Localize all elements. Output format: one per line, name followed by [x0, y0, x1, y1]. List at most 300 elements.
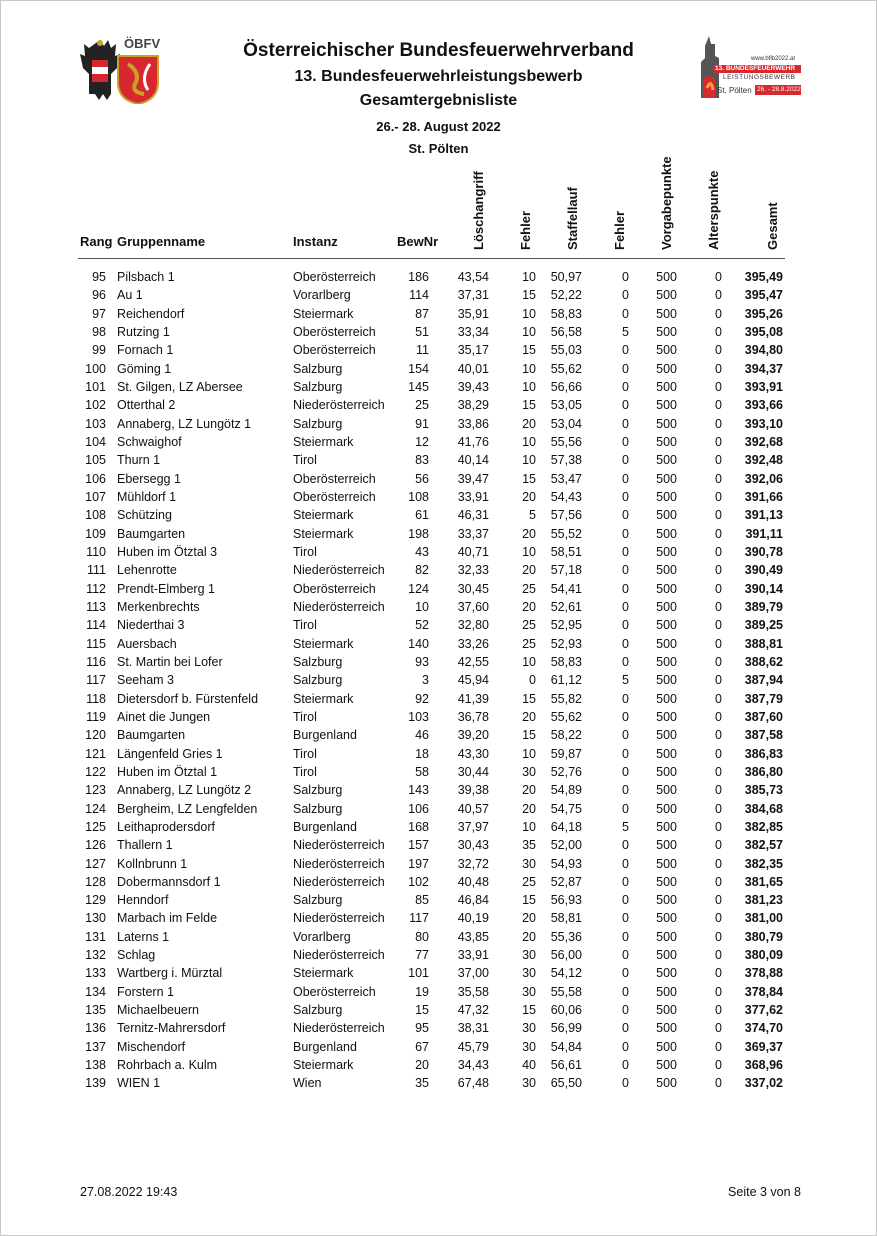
cell-gruppenname: Leithaprodersdorf [117, 819, 215, 834]
cell-fehler-2: 0 [622, 544, 629, 559]
cell-gruppenname: Mischendorf [117, 1039, 186, 1054]
table-row [0, 891, 877, 909]
cell-gesamt: 382,35 [744, 856, 783, 871]
cell-loeschangriff: 33,91 [457, 489, 489, 504]
col-header-gesamt: Gesamt [765, 202, 780, 250]
cell-loeschangriff: 32,80 [457, 618, 489, 633]
cell-staffellauf: 65,50 [550, 1076, 582, 1091]
cell-staffellauf: 64,18 [550, 819, 582, 834]
cell-instanz: Niederösterreich [293, 856, 385, 871]
cell-fehler-2: 0 [622, 1058, 629, 1073]
cell-fehler-1: 30 [522, 1039, 536, 1054]
table-row [0, 470, 877, 488]
cell-fehler-1: 5 [529, 508, 536, 523]
cell-gesamt: 382,85 [744, 819, 783, 834]
cell-loeschangriff: 43,85 [457, 929, 489, 944]
cell-gruppenname: Längenfeld Gries 1 [117, 746, 223, 761]
cell-staffellauf: 50,97 [550, 270, 582, 284]
cell-rang: 135 [85, 1003, 106, 1018]
cell-fehler-2: 5 [622, 819, 629, 834]
cell-fehler-1: 15 [522, 398, 536, 413]
cell-staffellauf: 56,58 [550, 324, 582, 339]
cell-staffellauf: 54,41 [550, 581, 582, 596]
cell-alterspunkte: 0 [715, 728, 722, 743]
cell-instanz: Steiermark [293, 434, 354, 449]
table-row [0, 525, 877, 543]
cell-vorgabepunkte: 500 [656, 673, 677, 688]
cell-loeschangriff: 40,71 [457, 544, 489, 559]
cell-loeschangriff: 35,91 [457, 306, 489, 321]
cell-rang: 102 [85, 398, 106, 413]
cell-instanz: Vorarlberg [293, 288, 351, 303]
cell-gruppenname: Wartberg i. Mürztal [117, 966, 223, 981]
cell-rang: 116 [86, 654, 106, 669]
cell-fehler-1: 15 [522, 288, 536, 303]
cell-bewnr: 124 [408, 581, 429, 596]
cell-gruppenname: Seeham 3 [117, 673, 174, 688]
cell-loeschangriff: 38,29 [457, 398, 489, 413]
cell-fehler-1: 25 [522, 581, 536, 596]
cell-rang: 128 [85, 874, 106, 889]
cell-loeschangriff: 39,38 [457, 783, 489, 798]
cell-gruppenname: St. Gilgen, LZ Abersee [117, 379, 243, 394]
cell-instanz: Niederösterreich [293, 1021, 385, 1036]
cell-bewnr: 114 [409, 288, 429, 303]
cell-vorgabepunkte: 500 [656, 893, 677, 908]
cell-bewnr: 46 [415, 728, 429, 743]
cell-gesamt: 395,08 [744, 324, 783, 339]
cell-loeschangriff: 47,32 [457, 1003, 489, 1018]
cell-fehler-2: 0 [622, 270, 629, 284]
col-header-loeschangriff: Löschangriff [471, 171, 486, 250]
cell-staffellauf: 57,18 [550, 563, 582, 578]
cell-gesamt: 391,13 [744, 508, 783, 523]
cell-fehler-2: 0 [622, 471, 629, 486]
cell-rang: 97 [92, 306, 106, 321]
cell-gesamt: 380,79 [744, 929, 783, 944]
cell-alterspunkte: 0 [715, 270, 722, 284]
table-row [0, 616, 877, 634]
event-logo-dates: 26. - 28.8.2022 [757, 86, 801, 93]
cell-fehler-1: 10 [522, 654, 536, 669]
cell-gesamt: 369,37 [744, 1039, 783, 1054]
cell-gesamt: 392,06 [744, 471, 783, 486]
cell-gesamt: 395,47 [744, 288, 783, 303]
cell-instanz: Steiermark [293, 636, 354, 651]
cell-instanz: Niederösterreich [293, 599, 385, 614]
cell-vorgabepunkte: 500 [656, 911, 677, 926]
cell-vorgabepunkte: 500 [656, 948, 677, 963]
cell-loeschangriff: 39,20 [457, 728, 489, 743]
table-row [0, 726, 877, 744]
cell-gesamt: 392,68 [744, 434, 783, 449]
cell-staffellauf: 57,38 [550, 453, 582, 468]
cell-alterspunkte: 0 [715, 636, 722, 651]
cell-gesamt: 374,70 [744, 1021, 783, 1036]
cell-alterspunkte: 0 [715, 618, 722, 633]
cell-staffellauf: 52,76 [550, 764, 582, 779]
cell-fehler-1: 25 [522, 874, 536, 889]
cell-fehler-2: 0 [622, 691, 629, 706]
cell-fehler-1: 35 [522, 838, 536, 853]
cell-vorgabepunkte: 500 [656, 838, 677, 853]
cell-loeschangriff: 38,31 [457, 1021, 489, 1036]
cell-instanz: Oberösterreich [293, 489, 376, 504]
cell-alterspunkte: 0 [715, 911, 722, 926]
cell-fehler-2: 0 [622, 911, 629, 926]
cell-alterspunkte: 0 [715, 948, 722, 963]
cell-vorgabepunkte: 500 [656, 1039, 677, 1054]
cell-alterspunkte: 0 [715, 416, 722, 431]
cell-loeschangriff: 33,91 [457, 948, 489, 963]
cell-loeschangriff: 67,48 [457, 1076, 489, 1091]
cell-staffellauf: 55,62 [550, 709, 582, 724]
cell-gruppenname: Pilsbach 1 [117, 270, 175, 284]
cell-gruppenname: Schwaighof [117, 434, 182, 449]
cell-bewnr: 106 [408, 801, 429, 816]
col-header-fehler-1: Fehler [518, 210, 533, 250]
cell-bewnr: 91 [415, 416, 429, 431]
cell-loeschangriff: 35,17 [457, 343, 489, 358]
cell-rang: 125 [85, 819, 106, 834]
table-row [0, 1001, 877, 1019]
cell-alterspunkte: 0 [715, 801, 722, 816]
cell-fehler-2: 0 [622, 361, 629, 376]
cell-fehler-2: 0 [622, 856, 629, 871]
cell-alterspunkte: 0 [715, 563, 722, 578]
cell-gesamt: 388,81 [744, 636, 783, 651]
cell-gruppenname: Lehenrotte [117, 563, 177, 578]
cell-loeschangriff: 33,26 [457, 636, 489, 651]
cell-rang: 120 [85, 728, 106, 743]
cell-fehler-1: 20 [522, 709, 536, 724]
event-logo-url: www.bflb2022.at [751, 56, 796, 62]
cell-fehler-2: 0 [622, 416, 629, 431]
cell-bewnr: 154 [408, 361, 429, 376]
cell-instanz: Oberösterreich [293, 984, 376, 999]
cell-rang: 130 [85, 911, 106, 926]
cell-bewnr: 197 [408, 856, 429, 871]
cell-instanz: Niederösterreich [293, 563, 385, 578]
cell-vorgabepunkte: 500 [656, 966, 677, 981]
cell-rang: 129 [85, 893, 106, 908]
cell-fehler-2: 0 [622, 1003, 629, 1018]
cell-vorgabepunkte: 500 [656, 764, 677, 779]
cell-fehler-2: 0 [622, 343, 629, 358]
cell-vorgabepunkte: 500 [656, 801, 677, 816]
cell-alterspunkte: 0 [715, 306, 722, 321]
header-divider [78, 258, 785, 259]
cell-staffellauf: 56,61 [550, 1058, 582, 1073]
cell-fehler-2: 0 [622, 801, 629, 816]
table-row [0, 378, 877, 396]
cell-vorgabepunkte: 500 [656, 398, 677, 413]
cell-fehler-2: 0 [622, 948, 629, 963]
cell-fehler-2: 0 [622, 746, 629, 761]
cell-bewnr: 35 [415, 1076, 429, 1091]
cell-fehler-1: 15 [522, 471, 536, 486]
cell-bewnr: 67 [415, 1039, 429, 1054]
cell-gruppenname: Baumgarten [117, 728, 186, 743]
cell-gruppenname: Merkenbrechts [117, 599, 200, 614]
event-dates: 26.- 28. August 2022 [376, 119, 501, 134]
cell-alterspunkte: 0 [715, 746, 722, 761]
cell-vorgabepunkte: 500 [656, 270, 677, 284]
cell-instanz: Niederösterreich [293, 838, 385, 853]
cell-fehler-1: 15 [522, 1003, 536, 1018]
table-row [0, 763, 877, 781]
cell-vorgabepunkte: 500 [656, 563, 677, 578]
cell-rang: 115 [86, 636, 106, 651]
table-row [0, 543, 877, 561]
cell-gruppenname: WIEN 1 [117, 1076, 161, 1091]
cell-staffellauf: 58,51 [550, 544, 582, 559]
cell-alterspunkte: 0 [715, 764, 722, 779]
cell-rang: 117 [86, 673, 106, 688]
cell-fehler-1: 20 [522, 929, 536, 944]
cell-bewnr: 18 [415, 746, 429, 761]
cell-fehler-1: 15 [522, 728, 536, 743]
cell-fehler-1: 20 [522, 563, 536, 578]
cell-fehler-1: 0 [529, 673, 536, 688]
table-row [0, 598, 877, 616]
cell-gruppenname: Schlag [117, 948, 156, 963]
cell-instanz: Salzburg [293, 654, 343, 669]
cell-gruppenname: Fornach 1 [117, 343, 174, 358]
cell-bewnr: 3 [422, 673, 429, 688]
cell-alterspunkte: 0 [715, 361, 722, 376]
cell-instanz: Salzburg [293, 1003, 343, 1018]
cell-vorgabepunkte: 500 [656, 709, 677, 724]
cell-rang: 124 [85, 801, 106, 816]
cell-fehler-2: 0 [622, 581, 629, 596]
cell-staffellauf: 52,00 [550, 838, 582, 853]
cell-alterspunkte: 0 [715, 508, 722, 523]
cell-fehler-1: 20 [522, 526, 536, 541]
cell-alterspunkte: 0 [715, 1003, 722, 1018]
cell-gruppenname: Rohrbach a. Kulm [117, 1058, 218, 1073]
cell-alterspunkte: 0 [715, 819, 722, 834]
cell-fehler-1: 10 [522, 379, 536, 394]
cell-fehler-2: 0 [622, 306, 629, 321]
cell-rang: 138 [85, 1058, 106, 1073]
cell-staffellauf: 55,56 [550, 434, 582, 449]
cell-gesamt: 393,66 [744, 398, 783, 413]
cell-alterspunkte: 0 [715, 324, 722, 339]
cell-rang: 99 [92, 343, 106, 358]
cell-bewnr: 25 [415, 398, 429, 413]
cell-instanz: Tirol [293, 709, 317, 724]
cell-instanz: Oberösterreich [293, 324, 376, 339]
table-row [0, 1019, 877, 1037]
cell-gesamt: 387,79 [744, 691, 783, 706]
table-row [0, 873, 877, 891]
cell-instanz: Tirol [293, 544, 317, 559]
cell-staffellauf: 53,04 [550, 416, 582, 431]
results-table [0, 268, 877, 1093]
cell-instanz: Tirol [293, 618, 317, 633]
table-row [0, 983, 877, 1001]
cell-gesamt: 389,79 [744, 599, 783, 614]
cell-vorgabepunkte: 500 [656, 581, 677, 596]
cell-rang: 110 [86, 544, 106, 559]
cell-gesamt: 392,48 [744, 453, 783, 468]
cell-vorgabepunkte: 500 [656, 324, 677, 339]
table-row [0, 690, 877, 708]
cell-bewnr: 103 [408, 709, 429, 724]
cell-fehler-2: 0 [622, 398, 629, 413]
cell-staffellauf: 54,93 [550, 856, 582, 871]
cell-vorgabepunkte: 500 [656, 1058, 677, 1073]
page-number: Seite 3 von 8 [728, 1185, 801, 1199]
cell-gruppenname: Mühldorf 1 [117, 489, 177, 504]
cell-fehler-1: 20 [522, 911, 536, 926]
cell-alterspunkte: 0 [715, 893, 722, 908]
cell-vorgabepunkte: 500 [656, 984, 677, 999]
cell-staffellauf: 52,22 [550, 288, 582, 303]
cell-instanz: Niederösterreich [293, 911, 385, 926]
cell-vorgabepunkte: 500 [656, 434, 677, 449]
cell-bewnr: 85 [415, 893, 429, 908]
cell-alterspunkte: 0 [715, 966, 722, 981]
table-row [0, 653, 877, 671]
cell-alterspunkte: 0 [715, 379, 722, 394]
cell-loeschangriff: 30,45 [457, 581, 489, 596]
cell-fehler-2: 0 [622, 709, 629, 724]
table-row [0, 818, 877, 836]
cell-loeschangriff: 40,48 [457, 874, 489, 889]
cell-instanz: Oberösterreich [293, 471, 376, 486]
cell-staffellauf: 53,05 [550, 398, 582, 413]
cell-alterspunkte: 0 [715, 654, 722, 669]
cell-fehler-2: 0 [622, 563, 629, 578]
cell-loeschangriff: 32,33 [457, 563, 489, 578]
cell-gesamt: 387,58 [744, 728, 783, 743]
cell-alterspunkte: 0 [715, 856, 722, 871]
cell-fehler-2: 0 [622, 599, 629, 614]
cell-fehler-1: 30 [522, 856, 536, 871]
cell-staffellauf: 56,00 [550, 948, 582, 963]
cell-fehler-1: 15 [522, 691, 536, 706]
cell-vorgabepunkte: 500 [656, 929, 677, 944]
cell-gruppenname: Niederthai 3 [117, 618, 185, 633]
table-row [0, 635, 877, 653]
table-row [0, 781, 877, 799]
cell-gruppenname: Annaberg, LZ Lungötz 1 [117, 416, 252, 431]
cell-gruppenname: Annaberg, LZ Lungötz 2 [117, 783, 252, 798]
cell-fehler-2: 0 [622, 1021, 629, 1036]
cell-bewnr: 51 [415, 324, 429, 339]
cell-staffellauf: 61,12 [550, 673, 582, 688]
cell-gruppenname: Prendt-Elmberg 1 [117, 581, 215, 596]
cell-instanz: Oberösterreich [293, 343, 376, 358]
cell-bewnr: 77 [415, 948, 429, 963]
cell-loeschangriff: 33,37 [457, 526, 489, 541]
cell-instanz: Niederösterreich [293, 874, 385, 889]
table-row [0, 268, 877, 286]
cell-rang: 100 [85, 361, 106, 376]
cell-gesamt: 378,88 [744, 966, 783, 981]
cell-bewnr: 43 [415, 544, 429, 559]
cell-bewnr: 83 [415, 453, 429, 468]
cell-gesamt: 384,68 [744, 801, 783, 816]
cell-gruppenname: Huben im Ötztal 3 [117, 544, 218, 559]
cell-instanz: Salzburg [293, 379, 343, 394]
cell-loeschangriff: 42,55 [457, 654, 489, 669]
cell-fehler-2: 0 [622, 1076, 629, 1091]
cell-rang: 113 [86, 599, 106, 614]
cell-gruppenname: Bergheim, LZ Lengfelden [117, 801, 258, 816]
cell-alterspunkte: 0 [715, 581, 722, 596]
cell-fehler-2: 0 [622, 929, 629, 944]
cell-gesamt: 386,80 [744, 764, 783, 779]
cell-gesamt: 385,73 [744, 783, 783, 798]
cell-instanz: Salzburg [293, 893, 343, 908]
cell-alterspunkte: 0 [715, 1076, 722, 1091]
cell-fehler-1: 10 [522, 434, 536, 449]
cell-gesamt: 389,25 [744, 618, 783, 633]
cell-vorgabepunkte: 500 [656, 306, 677, 321]
cell-fehler-2: 0 [622, 489, 629, 504]
cell-rang: 112 [86, 581, 106, 596]
cell-loeschangriff: 41,39 [457, 691, 489, 706]
cell-fehler-2: 0 [622, 654, 629, 669]
table-row [0, 800, 877, 818]
cell-loeschangriff: 46,31 [457, 508, 489, 523]
table-row [0, 305, 877, 323]
cell-loeschangriff: 30,44 [457, 764, 489, 779]
cell-fehler-1: 30 [522, 1076, 536, 1091]
cell-vorgabepunkte: 500 [656, 379, 677, 394]
cell-rang: 101 [85, 379, 106, 394]
cell-instanz: Oberösterreich [293, 270, 376, 284]
cell-staffellauf: 53,47 [550, 471, 582, 486]
cell-gesamt: 390,49 [744, 563, 783, 578]
cell-fehler-1: 25 [522, 618, 536, 633]
cell-loeschangriff: 43,30 [457, 746, 489, 761]
cell-gruppenname: Ternitz-Mahrersdorf [117, 1021, 226, 1036]
cell-rang: 136 [85, 1021, 106, 1036]
cell-staffellauf: 55,36 [550, 929, 582, 944]
table-row [0, 396, 877, 414]
cell-instanz: Tirol [293, 453, 317, 468]
cell-loeschangriff: 32,72 [457, 856, 489, 871]
cell-alterspunkte: 0 [715, 984, 722, 999]
cell-rang: 137 [85, 1039, 106, 1054]
cell-rang: 96 [92, 288, 106, 303]
cell-instanz: Steiermark [293, 508, 354, 523]
cell-vorgabepunkte: 500 [656, 416, 677, 431]
cell-staffellauf: 56,93 [550, 893, 582, 908]
cell-staffellauf: 55,03 [550, 343, 582, 358]
cell-loeschangriff: 39,43 [457, 379, 489, 394]
cell-fehler-2: 0 [622, 288, 629, 303]
cell-bewnr: 19 [415, 984, 429, 999]
cell-instanz: Burgenland [293, 819, 357, 834]
cell-vorgabepunkte: 500 [656, 1076, 677, 1091]
cell-gesamt: 393,10 [744, 416, 783, 431]
cell-fehler-1: 10 [522, 819, 536, 834]
col-header-bewnr: BewNr [397, 234, 439, 249]
cell-instanz: Niederösterreich [293, 948, 385, 963]
cell-bewnr: 10 [415, 599, 429, 614]
event-logo-line2: LEISTUNGSBEWERB [723, 74, 796, 81]
cell-rang: 131 [85, 929, 106, 944]
cell-gesamt: 337,02 [744, 1076, 783, 1091]
table-row [0, 928, 877, 946]
cell-rang: 122 [85, 764, 106, 779]
cell-fehler-1: 30 [522, 948, 536, 963]
